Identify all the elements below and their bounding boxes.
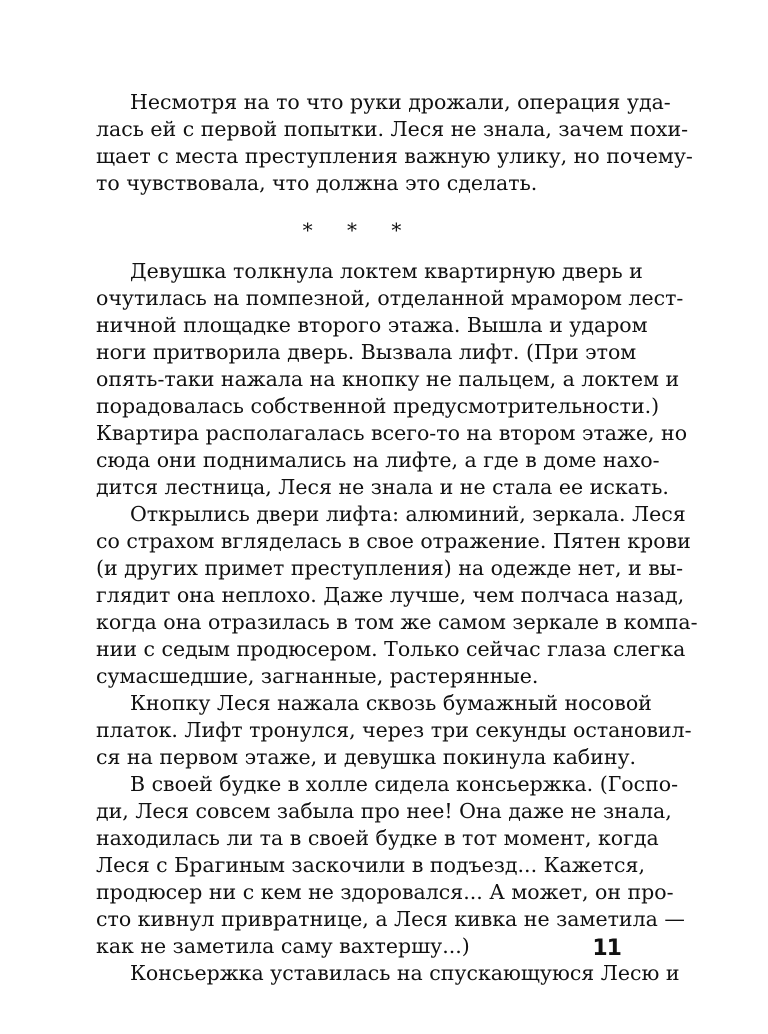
text-line: дится лестница, Леся не знала и не стала ее искать. — [96, 475, 669, 499]
text-line: опять-таки нажала на кнопку не пальцем, а локтем и — [96, 367, 680, 391]
text-line: лась ей с первой попытки. Леся не знала, зачем похи- — [96, 117, 689, 141]
text-line: нии с седым продюсером. Только сейчас глаза слегка — [96, 637, 686, 661]
text-line: очутилась на помпезной, отделанной мрамором лест- — [96, 286, 684, 310]
text-line: сумасшедшие, загнанные, растерянные. — [96, 664, 539, 688]
text-line: как не заметила саму вахтершу...) — [96, 934, 470, 958]
text-line: продюсер ни с кем не здоровался... А может, он про- — [96, 880, 674, 904]
text-line: сюда они поднимались на лифте, а где в доме нахо- — [96, 448, 660, 472]
text-line: когда она отразилась в том же самом зеркале в компа- — [96, 610, 698, 634]
text-line: глядит она неплохо. Даже лучше, чем полчаса назад, — [96, 583, 685, 607]
text-line: (и других примет преступления) на одежде нет, и вы- — [96, 556, 684, 580]
text-line: Кнопку Леся нажала сквозь бумажный носовой — [130, 691, 652, 715]
text-line: ди, Леся совсем забыла про нее! Она даже не знала, — [96, 799, 672, 823]
text-line: Консьержка уставилась на спускающуюся Лесю и — [130, 961, 680, 985]
text-line: ноги притворила дверь. Вызвала лифт. (При этом — [96, 340, 637, 364]
text-line: ничной площадке второго этажа. Вышла и ударом — [96, 313, 648, 337]
text-line: со страхом вгляделась в свое отражение. Пятен крови — [96, 529, 691, 553]
text-line: находилась ли та в своей будке в тот момент, когда — [96, 826, 659, 850]
text-line: сто кивнул привратнице, а Леся кивка не заметила — — [96, 907, 685, 931]
page-number: 11 — [592, 936, 621, 961]
text-line: ся на первом этаже, и девушка покинула кабину. — [96, 745, 637, 769]
text-line: то чувствовала, что должна это сделать. — [96, 171, 538, 195]
section-separator: * * * — [302, 218, 416, 242]
text-line: Девушка толкнула локтем квартирную дверь и — [130, 259, 643, 283]
text-line: В своей будке в холле сидела консьержка. (Госпо- — [130, 772, 679, 796]
text-line: платок. Лифт тронулся, через три секунды остановил- — [96, 718, 692, 742]
text-line: порадовалась собственной предусмотрительности.) — [96, 394, 660, 418]
text-line: Несмотря на то что руки дрожали, операция уда- — [130, 90, 671, 114]
text-line: Открылись двери лифта: алюминий, зеркала. Леся — [130, 502, 686, 526]
text-line: Леся с Брагиным заскочили в подъезд... Кажется, — [96, 853, 645, 877]
text-line: Квартира располагалась всего-то на втором этаже, но — [96, 421, 688, 445]
text-line: щает с места преступления важную улику, но почему- — [96, 144, 693, 168]
